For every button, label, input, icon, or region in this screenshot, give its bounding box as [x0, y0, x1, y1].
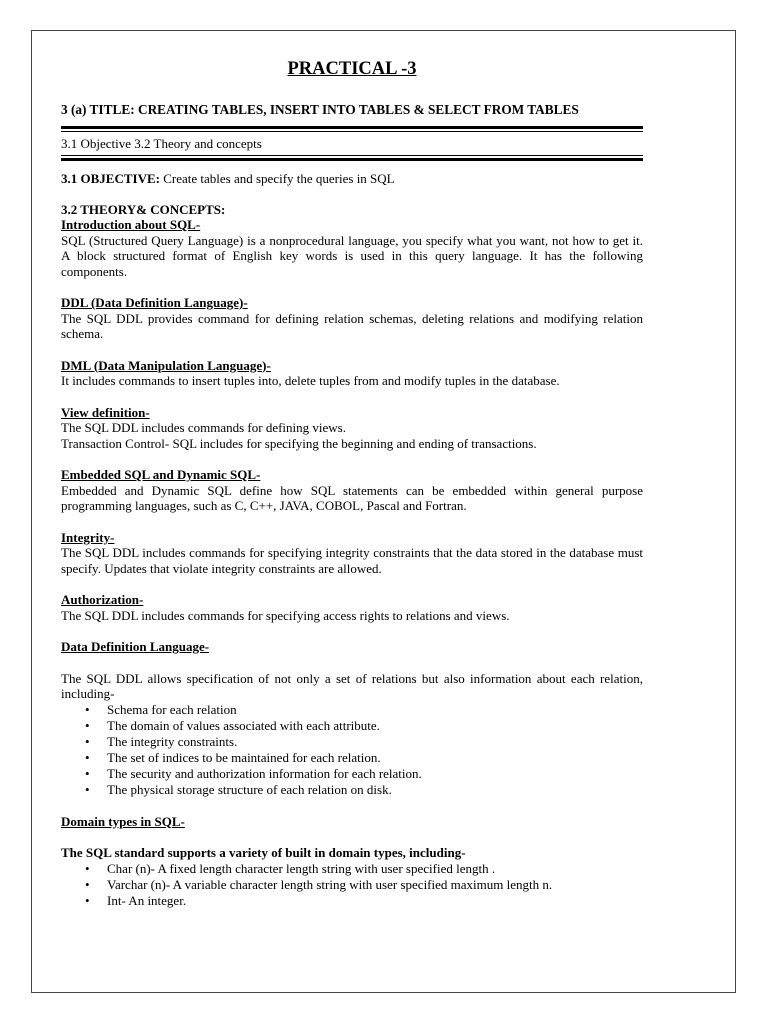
intro-heading: Introduction about SQL- [61, 217, 201, 232]
theory-heading: 3.2 THEORY& CONCEPTS: [61, 201, 226, 217]
domain-list [61, 861, 643, 909]
list-item: • The physical storage structure of each relation on disk. [107, 782, 643, 798]
objective-label: 3.1 OBJECTIVE: [61, 171, 160, 186]
intro-text: SQL (Structured Query Language) is a nonprocedural language, you specify what you want, not how to get it. A block structured format of English key words is used in this query language. It has the following components. [61, 232, 643, 279]
embedded-text: Embedded and Dynamic SQL define how SQL statements can be embedded within general purpose programming languages, such as C, C++, JAVA, COBOL, Pascal and Fortran. [61, 482, 643, 513]
list-item: • Schema for each relation [107, 702, 643, 718]
page-title: PRACTICAL -3 [287, 59, 417, 79]
divider-thick [61, 126, 643, 129]
list-item: • The set of indices to be maintained for each relation. [107, 750, 643, 766]
list-item: • Varchar (n)- A variable character length string with user specified maximum length n. [107, 877, 643, 893]
divider-thick-2 [61, 158, 643, 161]
authorization-text: The SQL DDL includes commands for specifying access rights to relations and views. [61, 607, 510, 623]
list-item: • The domain of values associated with each attribute. [107, 718, 643, 734]
dml-heading: DML (Data Manipulation Language)- [61, 357, 271, 373]
ddl2-list [61, 702, 643, 798]
contents-line: 3.1 Objective 3.2 Theory and concepts [61, 135, 262, 151]
integrity-heading: Integrity- [61, 529, 115, 545]
ddl-text: The SQL DDL provides command for defining relation schemas, deleting relations and modifying relation schema. [61, 310, 643, 341]
ddl-heading: DDL (Data Definition Language)- [61, 295, 248, 310]
view-text-2: Transaction Control- SQL includes for specifying the beginning and ending of transactions. [61, 435, 537, 451]
list-item: • The security and authorization information for each relation. [107, 766, 643, 782]
domain-heading: Domain types in SQL- [61, 813, 185, 829]
list-item: • Int- An integer. [107, 893, 643, 909]
view-text-1: The SQL DDL includes commands for defining views. [61, 420, 346, 435]
authorization-heading: Authorization- [61, 592, 144, 607]
practical-subtitle: 3 (a) TITLE: CREATING TABLES, INSERT INTO TABLES & SELECT FROM TABLES [61, 102, 579, 117]
ddl2-text: The SQL DDL allows specification of not only a set of relations but also information about each relation, including- [61, 670, 643, 701]
view-heading: View definition- [61, 404, 150, 420]
objective-text: Create tables and specify the queries in SQL [159, 171, 395, 186]
dml-text: It includes commands to insert tuples into, delete tuples from and modify tuples in the database. [61, 373, 560, 388]
integrity-text: The SQL DDL includes commands for specifying integrity constraints that the data stored in the database must specify. Updates that violate integrity constraints are allowed. [61, 545, 643, 576]
ddl2-heading: Data Definition Language- [61, 639, 210, 654]
embedded-heading: Embedded SQL and Dynamic SQL- [61, 467, 261, 482]
divider-thin [61, 131, 643, 132]
list-item: • Char (n)- A fixed length character length string with user specified length . [107, 861, 643, 877]
divider-thin-2 [61, 155, 643, 156]
document-body [61, 58, 643, 909]
list-item: • The integrity constraints. [107, 734, 643, 750]
objective [61, 171, 643, 187]
domain-subheading: The SQL standard supports a variety of built in domain types, including- [61, 845, 466, 860]
